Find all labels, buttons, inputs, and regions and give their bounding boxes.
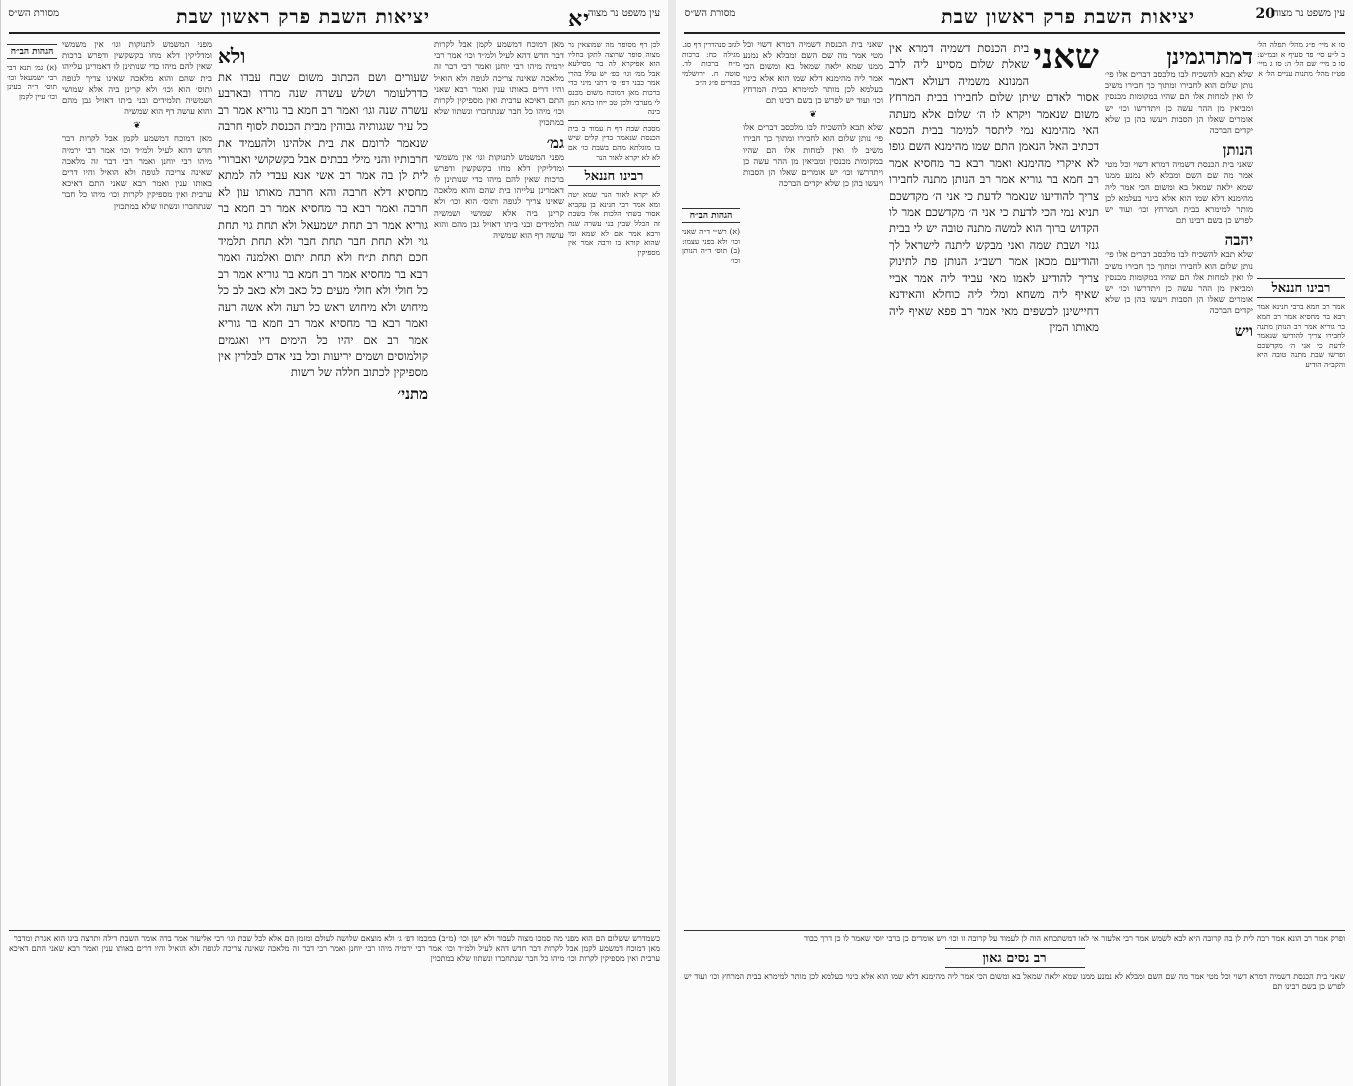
left-margin-divider <box>568 120 660 121</box>
right-box-title: רבינו חננאל <box>1257 278 1345 298</box>
left-page-letter: יא <box>568 6 590 32</box>
right-dibbur-4: ויש <box>1234 321 1253 340</box>
right-opening-word: שאני <box>1033 40 1099 77</box>
left-hagahot-text: (א) גמ׳ תנא דבי רבי ישמעאל וכו׳ תוס׳ ד״ה בעינן וכו׳ עיין לקמן <box>7 63 57 101</box>
right-tosafot-column <box>743 40 883 920</box>
right-margin-column <box>1257 40 1345 920</box>
right-tosafot-text: שאני בית הכנסת דשמיה דמרא דשוי וכל מטי אמר מה שם השם ומבלא לא נמנע ממנו שמא ילאה שמאל בא ומשום הכי אמר ליה מהימנא דלא שמו הוא אלא כינוי בעלמא לכן מותר למימרא בבית המרחץ וכו׳ ועוד יש לפרש כן בשם רבינו תם <box>743 40 883 107</box>
right-margin-text: סו א מיי׳ פ״ג מהל׳ תפלה הל׳ ב ל״ע סי׳ פד סעיף א ובמ״ש: סו ב מיי׳ שם הל׳ ה: סז ג מיי׳ פט״ז מהל׳ מתנות עניים הל׳ א <box>1257 40 1345 78</box>
left-hagahot-title: הגהות הב״ח <box>7 44 57 59</box>
right-dibbur-2: הנותן <box>1222 141 1253 160</box>
left-dibbur-3: גמ׳ <box>546 133 564 152</box>
right-bottom-title: רב נסים גאון <box>945 948 1085 968</box>
left-box-title: רבינו חננאל <box>568 166 660 186</box>
left-margin-column <box>568 40 660 640</box>
right-page <box>676 0 1353 1086</box>
right-rashi-column <box>1105 40 1253 920</box>
page-gutter <box>668 0 676 1086</box>
left-bottom-notes <box>9 930 660 1080</box>
right-rashi-text-3: שלא תבא להשכיח לבו מלכסב דברים אלו פי׳ נותן שלום הוא לחבירו ומתוך כך חבירו משיב לו ואין למחות אלו הם שהיו במקומות מכנסין ומביאין מן ההר עשה כן ויתדרשו וכו׳ יש אומרים שאלו הן הסבות ויעשו בהן כן שלא יקדים הברכה <box>1105 250 1253 317</box>
right-page-title: יציאות השבת פרק ראשון שבת <box>941 6 1195 28</box>
left-box-text: לא יקרא לאור הנר שמא יטה ומא אמר רבי חנינא בן עקביא אסור בשתי הלכות אלו בשבת זה הכלל שבין בני עשרה שנה ורבא אמר אם לא שמא ומי שהוא קורא בו ורבה אמר אין מספיקין <box>568 190 660 257</box>
left-bottom-text: כשמדרש ששלום הם הוא מפני מה סמכו מצוה לעבור ולא ישן וכו׳ (מ״ב) במכמו דפ׳ ג׳ ולא מוצאם שלושה לעולם ומזמן הם אלא לכל שבת וגו׳ רבי אליעזר אמר בדה אומר השבת דילה ותרצה בינו הוא אגרת ומדבר <box>13 934 660 943</box>
left-tosafot-text-2: מפני המשמש לתנוקות וגו׳ אין משמשי ומדליקין דלא מחו בקשקשין ודפרש ברכות שאין להם מיהו כדי שנותינן לו דאמרינן עלייהו בית שהם והוא מלאכה שאינו צריך לגופה ותוס׳ הוא וכו׳ ולא קרינן ביה אלא שמושי ושמשיה תלמידים ובני ביתו דאזיל גבן מהם והוא עושה דף הוא שמשיה <box>434 152 564 242</box>
right-corner-label: עין משפט נר מצוה <box>1272 8 1345 19</box>
right-rashi-text: שלא תבא להשכיח לבו מלכסב דברים אלו פי׳ נותן שלום הוא לחבירו ומתוך כך חבירו משיב לו ואין למחות אלו הם שהיו במקומות מכנסין ומביאין מן ההר עשה כן ויתדרשו וכו׳ יש אומרים שאלו הן הסבות ויעשו בהן כן שלא יקדים הברכה <box>1105 70 1253 137</box>
right-outer-margin <box>682 40 740 920</box>
right-bottom-text-2: שאני בית הכנסת דשמיה דמרא דשוי וכל מטי אמר מה שם השם ומבלא לא נמנע ממנו שמא ילאה שמאל בא ומשום הכי אמר ליה מהימנא דלא שמו הוא אלא כינוי בעלמא לכן מותר למימרא בבית המרחץ וכו׳ ועוד יש לפרש כן בשם רבינו תם <box>684 972 1345 991</box>
right-hagahot-title: הגהות הב״ח <box>682 208 740 223</box>
right-outer-margin-text: לגזב סנהדרין דף סג. מגילה כח: ברכות מ״ח ברכות לד. סוטה ח. ירושלמי בכורים פ״ג ה״ב <box>682 40 740 88</box>
right-main-column <box>889 40 1099 920</box>
right-rashi-text-2: שאני בית הכנסת דשמיה דמרא דשוי וכל מטי אמר מה שם השם ומבלא לא נמנע ממנו שמא ילאה שמאל בא ומשום הכי אמר ליה מהימנא דלא שמו הוא אלא כינוי בעלמא לכן מותר למימרא בבית המרחץ וכו׳ ועוד יש לפרש כן בשם רבינו תם <box>1105 160 1253 227</box>
left-main-column <box>218 40 428 920</box>
right-main-text: בית הכנסת דשמיה דמרא אין שאלת שלום מסייע ליה לרב המנונא משמיה דעולא דאמר אסור לאדם שיתן שלום לחבירו בבית המרחץ משום שנאמר ויקרא לו ה׳ שלום אלא מעתה האי מהימנא נמי ליתסר למימר בבית הכסא דכתיב האל הנאמן התם שמו מהימנא השם גופו לא איקרי מהימנא ואמר רבא בר מחסיא אמר רב חמא בר גוריא אמר רב הנותן מתנה לחבירו צריך להודיעו שנאמר לדעת כי אני ה׳ מקדשכם תניא נמי הכי לדעת כי אני ה׳ מקדשכם אמר לו הקדוש ברוך הוא למשה מתנה טובה יש לי בבית גנזי ושבת שמה ואני מבקש ליתנה לישראל לך והודיעם מכאן אמר רשב״ג הנותן פת לתינוק צריך להודיע לאמו מאי עביד ליה אמר אביי שאיף ליה משחא ומלי ליה כוחלא והאידנא דחיישינן לכשפים מאי אמר רב פפא שאיף ליה מאותו המין <box>889 41 1099 334</box>
right-page-number: 20 <box>1255 6 1275 22</box>
left-tosafot-text: מאן דמוכח דמשמע לקמן אבל לקרות דבר חדש דהא לעיל ולמ״ד וכו׳ אמר רבי ירמיה מיהו רבי יוחנן ואמר רבי דבר זה מלאכה שאינה צריכה לגופה ולא הואיל והיו דרים באותו ענין ואמר רבא שאני התם דאיכא ערבית ואין מספיקין לקרות וכו׳ מיהו כל חבר שנתחברו ונשתוו שלא במתכוין <box>434 40 564 129</box>
left-bottom-text-2: מאן דמוכח דמשמע לקמן אבל לקרות דבר חדש דהא לעיל ולמ״ד וכו׳ אמר רבי ירמיה מיהו רבי יוחנן ואמר רבי דבר זה מלאכה שאינה צריכה לגופה ולא הואיל והיו דרים באותו ענין ואמר רבא שאני התם דאיכא ערבית ואין מספיקין לקרות וכו׳ מיהו כל חבר שנתחברו ונשתוו שלא במתכוין <box>9 944 660 963</box>
right-tosafot-text-2: שלא תבא להשכיח לבו מלכסב דברים אלו פי׳ נותן שלום הוא לחבירו ומתוך כך חבירו משיב לו ואין למחות אלו הם שהיו במקומות מכנסין ומביאין מן ההר עשה כן ויתדרשו וכו׳ יש אומרים שאלו הן הסבות ויעשו בהן כן שלא יקדים הברכה <box>743 123 883 190</box>
right-bottom-notes <box>684 930 1345 1080</box>
right-page-header <box>684 6 1345 34</box>
right-dibbur-3: יהבה <box>1224 231 1253 250</box>
left-outer-margin <box>7 40 57 920</box>
left-main-text: שעורים ושם הכתוב משום שבח עבדו את כדרלעומר ושלש עשרה שנה מרדו ובארבע עשרה שנה וגו׳ ואמר רב חמא בר גוריא אמר רב כל עיר שגגותיה גבוהין מבית הכנסת לסוף חרבה שנאמר לרומם את בית אלהינו ולהעמיד את חרבותיו והני מילי בבתים אבל בקשקושי ואברורי לית לן בה אמר רב אשי אנא עבדי לה למתא מחסיא דלא חרבה והא חרבה מאותו עון לא חרבה ואמר רבא בר מחסיא אמר רב חמא בר גוריא אמר רב תחת ישמעאל ולא תחת גוי תחת גוי ולא תחת חבר תחת חבר ולא תחת תלמיד חכם תחת ת״ח ולא תחת יתום ואלמנה ואמר רבא בר מחסיא אמר רב חמא בר גוריא אמר רב כל חולי ולא חולי מעים כל כאב ולא כאב לב כל מיחוש ולא מיחוש ראש כל רעה ולא אשה רעה ואמר רבא בר מחסיא אמר רב חמא בר גוריא אמר רב אם יהיו כל הימים דיו ואגמים קולמוסים ושמים יריעות וכל בני אדם לבלרין אין מספיקין לכתוב חללה של רשות <box>218 70 428 380</box>
left-dibbur-1: ולא <box>218 44 246 68</box>
right-tosafot-ornament: ❦ <box>809 110 817 121</box>
left-margin-label: מסורת הש״ס <box>8 8 59 19</box>
left-rashi-ornament: ❦ <box>133 121 141 132</box>
right-hagahot-text: (א) רש״י ד״ה שאני וכו׳ ולא בפני עצמו: (ב) תוס׳ ד״ה הנותן וכו׳ <box>682 226 740 265</box>
left-corner-label: עין משפט נר מצוה <box>587 8 660 19</box>
left-margin-text-2: מסכת שבת דף ח עמוד ב בית הכנסת שנאמר בדין קלים שיש בו מוגלתא מהם בשבת כו׳ אם לא לא יקרא לאור הנר <box>568 123 660 162</box>
right-margin-label: מסורת הש״ס <box>684 8 736 19</box>
left-rashi-text-2: מאן דמוכח דמשמע לקמן אבל לקרות דבר חדש דהא לעיל ולמ״ד וכו׳ אמר רבי ירמיה מיהו רבי יוחנן ואמר רבי דבר זה מלאכה שאינה צריכה לגופה ולא הואיל והיו דרים באותו ענין ואמר רבא שאני התם דאיכא ערבית ואין מספיקין לקרות וכו׳ מיהו כל חבר שנתחברו ונשתוו שלא במתכוין <box>62 134 212 212</box>
left-rashi-text: מפני המשמש לתנוקות וגו׳ אין משמשי ומדליקין דלא מחו בקשקשין ודפרש ברכות שאין להם מיהו כדי שנותינן לו דאמרינן עלייהו בית שהם והוא מלאכה שאינו צריך לגופה ותוס׳ הוא וכו׳ ולא קרינן ביה אלא שמושי ושמשיה תלמידים ובני ביתו דאזיל גבן מהם והוא עושה דף הוא שמשיה <box>62 40 212 118</box>
left-page-header <box>9 6 660 34</box>
left-dibbur-2: מתני׳ <box>397 384 428 403</box>
right-dibbur-1: דמתרגמינן <box>1166 44 1253 70</box>
right-box-text: אמר רב חמא ברבי חנינא אמר רבא בר מחסיא אמר רב חמא בר גוריא אמר רב הנותן מתנה לחבירו צריך להודיעו שנאמר לדעת כי אני ה׳ מקדשכם ופרשו שבת מתנה טובה היא והקב״ה הודיע <box>1257 302 1345 369</box>
left-tosafot-column <box>434 40 564 920</box>
left-page-title: יציאות השבת פרק ראשון שבת <box>176 6 430 28</box>
left-rashi-column <box>62 40 212 920</box>
left-margin-text: לכן דף מסופר מה שמוצאין נר מצוה סופר שרוצה לתקן בחליו הוא אפיקרא לה בר מסילעא אבל ממ׳ וגו׳ כפ׳ יש עלל בהרי אמר כבני דפ׳ ס׳ דתני מיני כדי ברכות מאן דמוכח משום מכנס לי מערבי ולכן טב ייחו בהא תמן בינה <box>568 40 660 117</box>
right-bottom-text: ופרק אמר רב הונא אמר רבה לית לן בה קרובה היא לבא לשמש אמר רבי אלעזר אי לאו דמשתכחא הוה לן לעמוד על קרובה זו וכו׳ ויש אומרים כן ברבי יוסי שאמר לו כן דרך כבוד <box>804 934 1345 943</box>
left-page <box>0 0 668 1086</box>
